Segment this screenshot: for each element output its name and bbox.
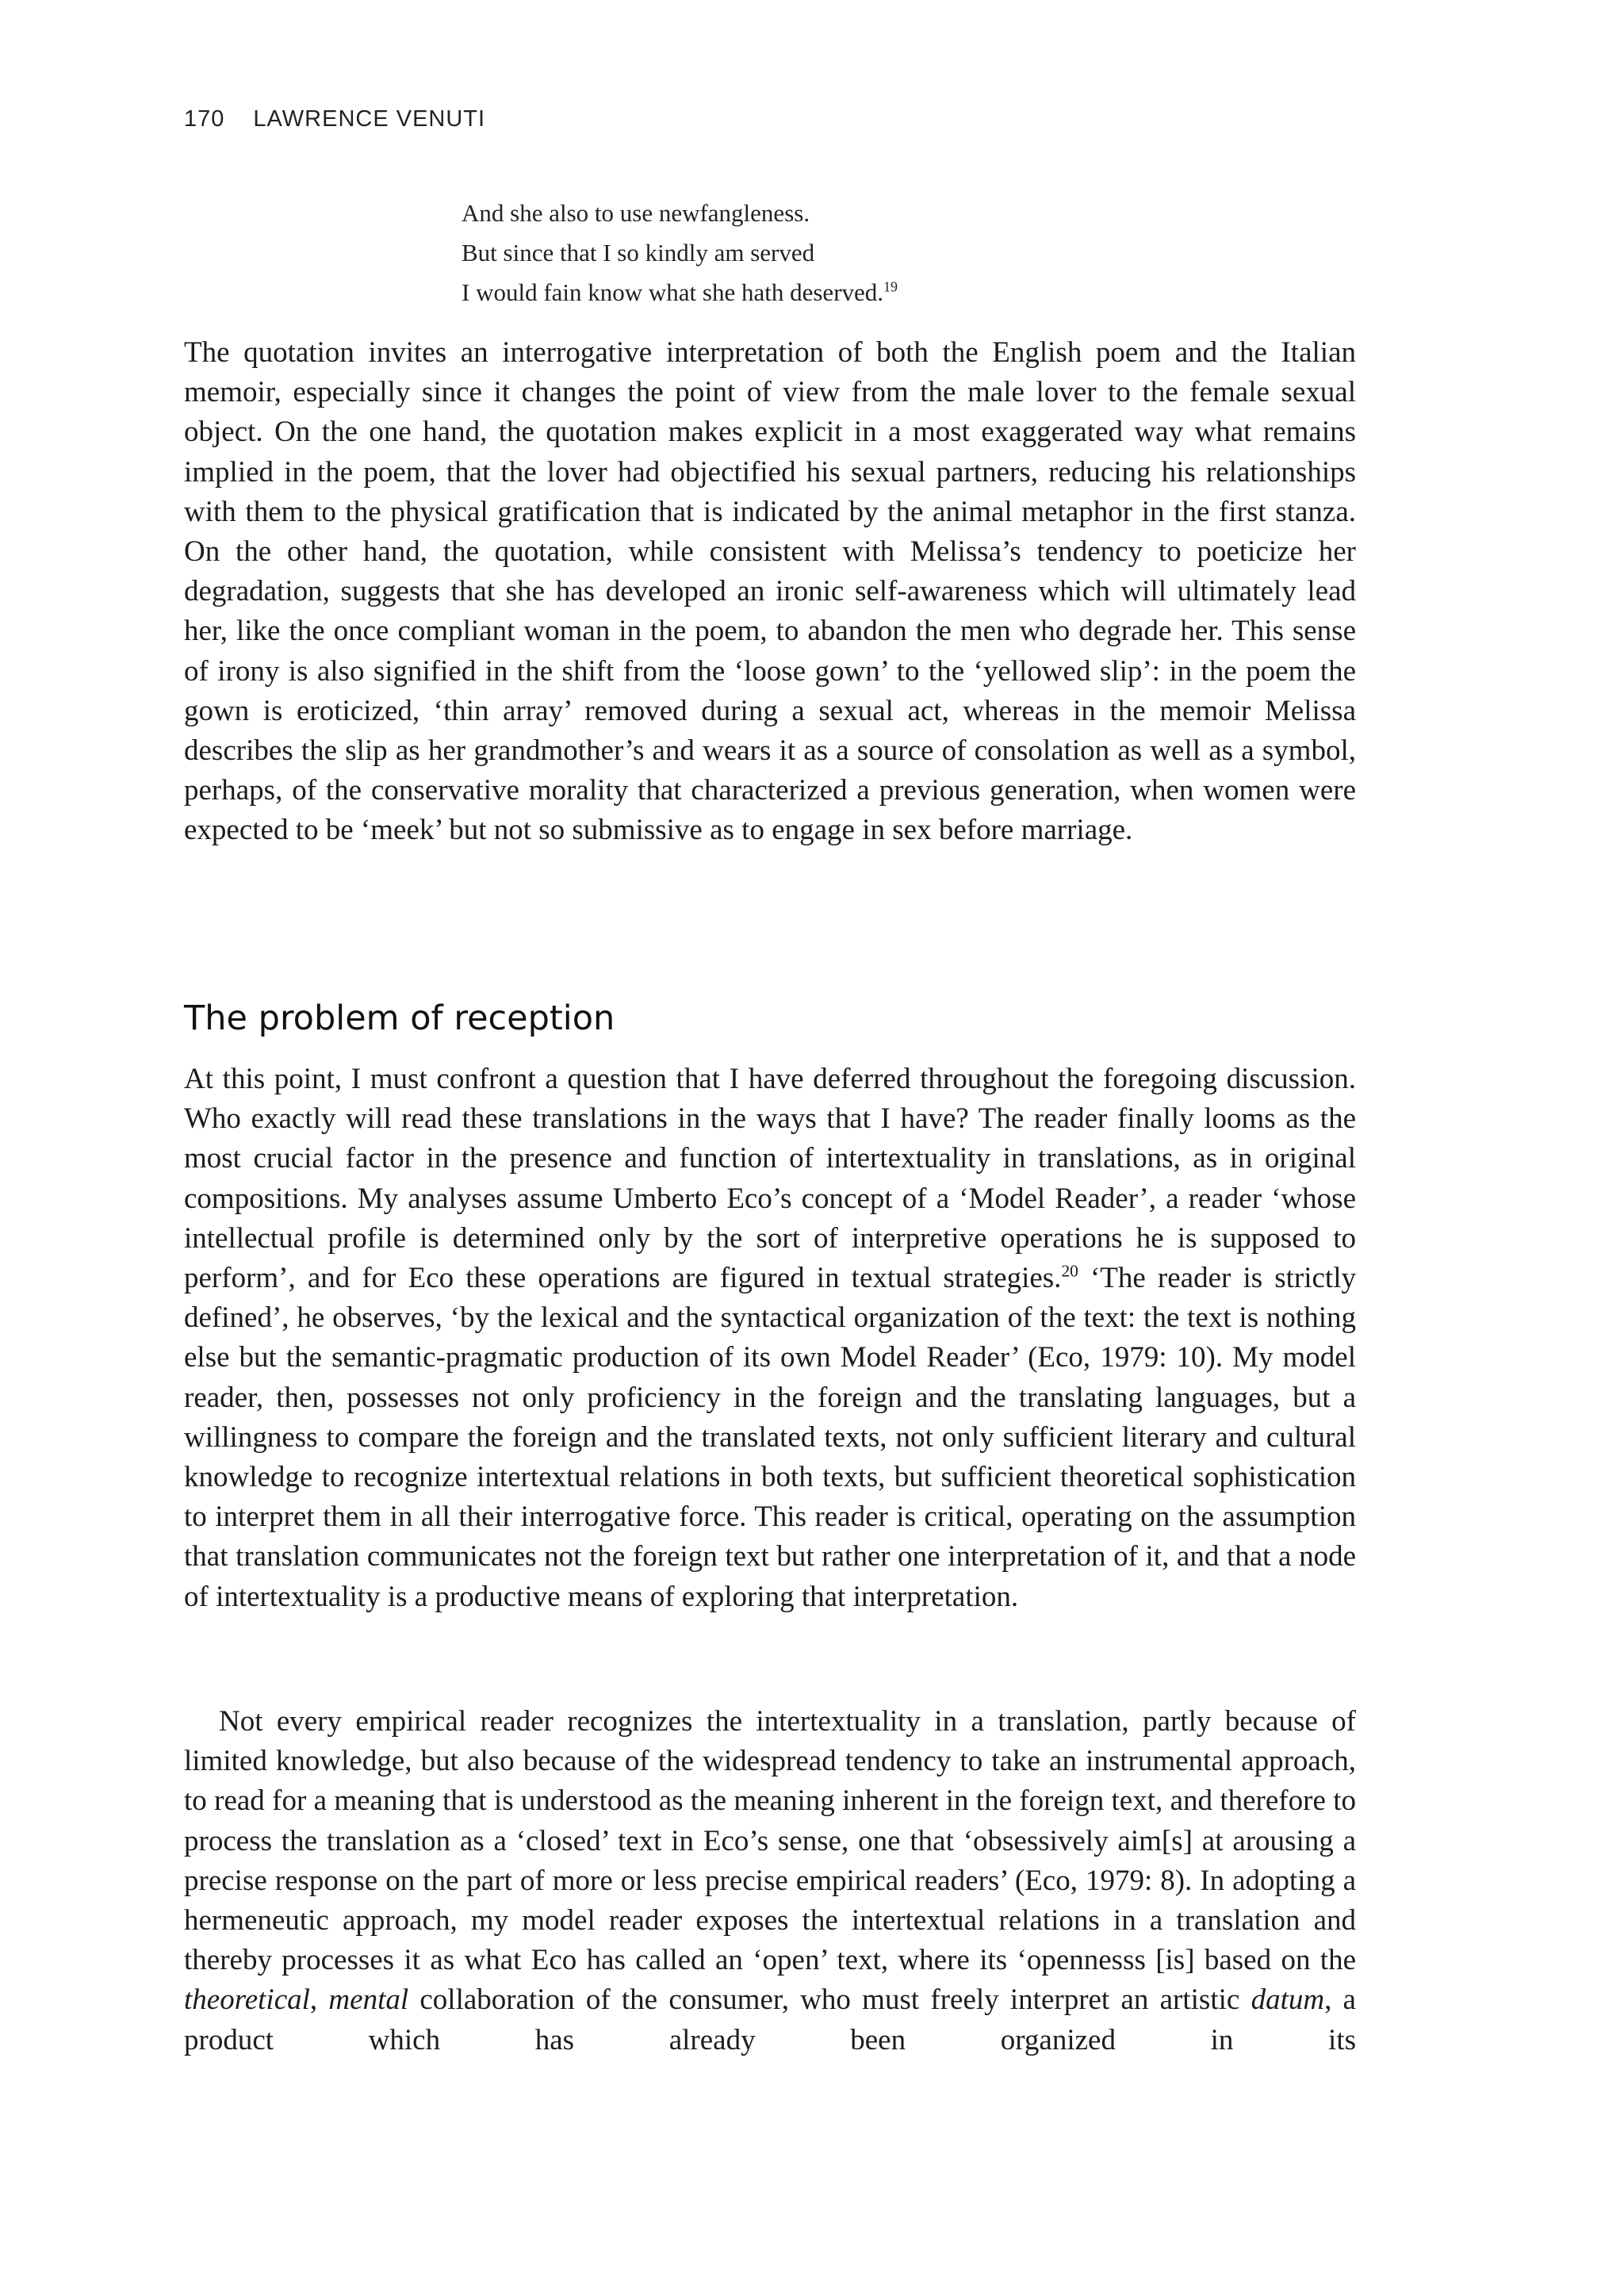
verse-line-text: I would fain know what she hath deserved. bbox=[462, 278, 884, 306]
footnote-reference: 20 bbox=[1061, 1261, 1078, 1281]
paragraph-text: Not every empirical reader recognizes the intertextuality in a translation, partly because of limited knowledge, but also because of the widespread tendency to take an instrumental approach, to read for a meaning that is understood as the meaning inherent in the foreign text, and therefore to process the translation as a ‘closed’ text in Eco’s sense, one that ‘obsessively aim[s] at arousing a precise response on the part of more or less precise empirical readers’ (Eco, 1979: 8). In adopting a hermeneutic approach, my model reader exposes the intertextual relations in a translation and thereby processes it as what Eco has called an ‘open’ text, where its ‘opennesss [is] based on the bbox=[184, 1705, 1356, 1977]
footnote-reference: 19 bbox=[883, 278, 898, 295]
verse-line: But since that I so kindly am served bbox=[462, 239, 815, 266]
body-paragraph-2 bbox=[184, 1060, 1356, 1617]
verse-line-last bbox=[462, 273, 898, 312]
italic-term: datum bbox=[1251, 1983, 1325, 2017]
paragraph-text: At this point, I must confront a question that I have deferred throughout the foregoing discussion. Who exactly will read these translations in the ways that I have? The reader finally looms as the most crucial factor in the presence and function of intertextuality in translations, as in original compositions. My analyses assume Umberto Eco’s concept of a ‘Model Reader’, a reader ‘whose intellectual profile is determined only by the sort of interpretive operations he is supposed to perform’, and for Eco these operations are figured in textual strategies. bbox=[184, 1063, 1356, 1295]
paragraph-text: ‘The reader is strictly defined’, he observes, ‘by the lexical and the syntactical organization of the text: the text is nothing else but the semantic-pragmatic production of its own Model Reader’ (Eco, 1979: 10). My model reader, then, possesses not only proficiency in the foreign and the translating languages, but a willingness to compare the foreign and the translated texts, not only sufficient literary and cultural knowledge to recognize intertextual relations in both texts, but sufficient theoretical sophistication to interpret them in all their interrogative force. This reader is critical, operating on the assumption that translation communicates not the foreign text but rather one interpretation of it, and that a node of intertextuality is a productive means of exploring that interpretation. bbox=[184, 1262, 1356, 1613]
italic-term: theoretical bbox=[184, 1983, 310, 2017]
page-number: 170 bbox=[184, 106, 225, 132]
body-paragraph-3 bbox=[184, 1702, 1356, 2060]
paragraph-text: , bbox=[309, 1983, 329, 2017]
body-paragraph-1: The quotation invites an interrogative interpretation of both the English poem and the Italian memoir, especially since it changes the point of view from the male lover to the female sexual object. On the one hand, the quotation makes explicit in a most exaggerated way what remains implied in the poem, that the lover had objectified his sexual partners, reducing his relationships with them to the physical gratification that is indicated by the animal metaphor in the first stanza. On the other hand, the quotation, while consistent with Melissa’s tendency to poeticize her degradation, suggests that she has developed an ironic self-awareness which will ultimately lead her, like the once compliant woman in the poem, to abandon the men who degrade her. This sense of irony is also signified in the shift from the ‘loose gown’ to the ‘yellowed slip’: in the poem the gown is eroticized, ‘thin array’ removed during a sexual act, whereas in the memoir Melissa describes the slip as her grandmother’s and wears it as a source of consolation as well as a symbol, perhaps, of the conservative morality that characterized a previous generation, when women were expected to be ‘meek’ but not so submissive as to engage in sex before marriage. bbox=[184, 336, 1356, 847]
running-head bbox=[184, 106, 485, 132]
section-heading: The problem of reception bbox=[184, 998, 615, 1038]
paragraph-text: , a product which has already been organized in its bbox=[184, 1983, 1356, 2056]
running-head-author: LAWRENCE VENUTI bbox=[253, 106, 486, 132]
verse-quotation bbox=[462, 194, 898, 312]
paragraph-text: collaboration of the consumer, who must freely interpret an artistic bbox=[408, 1983, 1251, 2017]
verse-line: And she also to use newfangleness. bbox=[462, 199, 810, 227]
italic-term: mental bbox=[328, 1983, 409, 2017]
